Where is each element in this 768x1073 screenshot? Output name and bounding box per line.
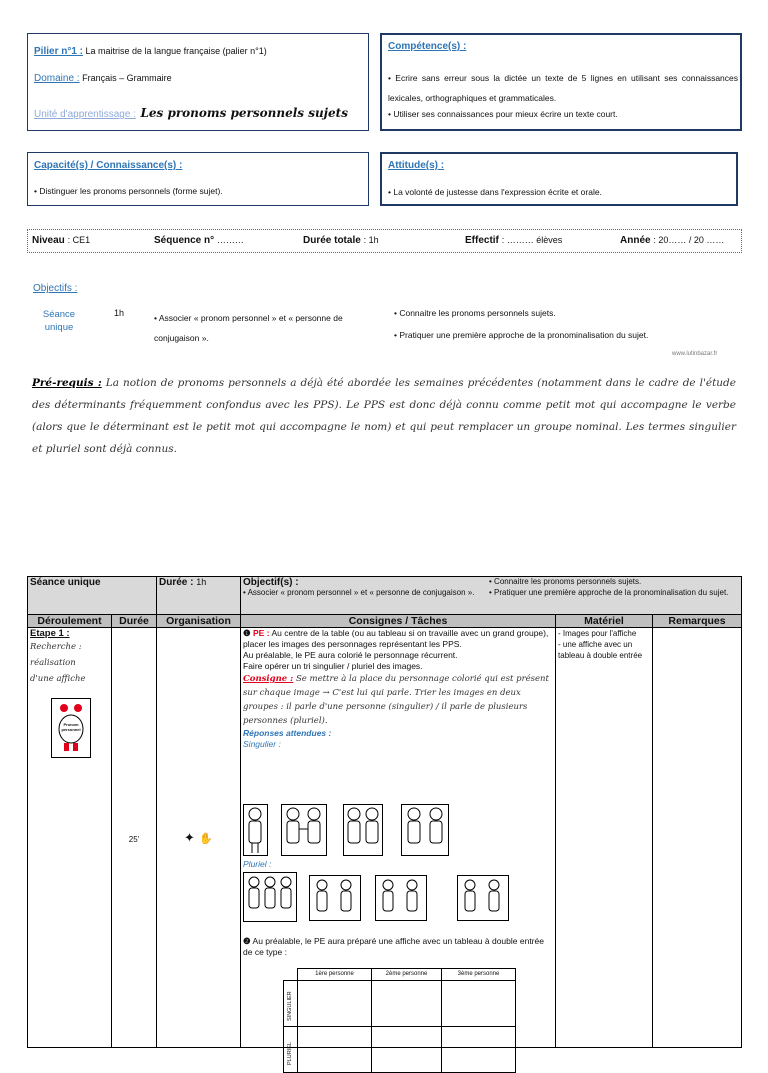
top-obj2: • Connaitre les pronoms personnels sujets. <box>489 577 642 586</box>
header-materiel: Matériel <box>556 615 653 628</box>
singulier-image-2 <box>281 804 327 856</box>
header-consignes: Consignes / Tâches <box>241 615 556 628</box>
materiel-text: - Images pour l'affiche - une affiche avec un tableau à double entrée <box>558 629 643 660</box>
mini-row-pluriel: PLURIEL <box>287 1042 294 1065</box>
objectifs-obj2b: • Pratiquer une première approche de la pronominalisation du sujet. <box>394 330 649 340</box>
pluriel-image-1 <box>243 872 297 922</box>
duree-value-cell: 25' <box>128 834 140 844</box>
pluriel-image-2 <box>309 875 361 921</box>
duree-cell <box>112 628 157 1048</box>
effectif-value: : ……… élèves <box>501 235 563 245</box>
singulier-image-1 <box>243 804 268 856</box>
capacite-title: Capacité(s) / Connaissance(s) : <box>34 160 183 171</box>
objectifs-seance: Séance unique <box>42 309 76 333</box>
consignes-cell <box>241 628 556 1065</box>
competence-item-2: • Utiliser ses connaissances pour mieux écrire un texte court. <box>388 109 618 119</box>
competence-item-1: • Ecrire sans erreur sous la dictée un texte de 5 lignes en utilisant ses connaissances lexicales, orthographiques et grammaticales. <box>388 73 738 103</box>
consigne-label: Consigne : <box>243 674 294 684</box>
watermark: www.lutinbazar.fr <box>672 351 718 357</box>
objectifs-obj1: • Associer « pronom personnel » et « personne de conjugaison ». <box>154 313 343 343</box>
unite-value: Les pronoms personnels sujets <box>140 106 348 120</box>
info-bar <box>27 229 742 253</box>
pilier-box <box>27 33 369 131</box>
remarques-cell <box>653 628 742 1048</box>
hand-raise-icon: ✋ <box>199 832 214 845</box>
mini-header-1: 1ère personne <box>298 969 372 981</box>
sequence-value: ……… <box>216 235 244 245</box>
annee-label: Année <box>620 235 651 246</box>
top-duree-cell <box>157 577 241 615</box>
top-objectif-cell <box>241 577 742 615</box>
organisation-cell <box>157 628 241 1048</box>
top-seance: Séance unique <box>30 577 101 588</box>
objectifs-duree: 1h <box>114 308 125 318</box>
pilier-label: Pilier n°1 : <box>34 46 84 57</box>
singulier-label: Singulier : <box>243 739 281 749</box>
prerequis-text: La notion de pronoms personnels a déjà été abordée les semaines précédentes (notamment dans le cadre de l'étude des déterminants fréquemment confondus avec les PPS). Le PPS est donc déjà connu comme petit mot qui accompagne le verbe (alors que le déterminant est le petit mot qui accompagne le nom) et qui peut remplacer un groupe nominal. Les termes singulier et pluriel sont déjà connus. <box>32 377 736 455</box>
attitude-box <box>380 152 738 206</box>
sequence-label: Séquence n° <box>154 235 215 246</box>
affiche-label: Pronom personnel <box>61 722 81 732</box>
top-seance-cell <box>28 577 157 615</box>
para-3: Faire opérer un tri singulier / pluriel des images. <box>243 661 423 671</box>
singulier-image-3 <box>343 804 383 856</box>
pluriel-label: Pluriel : <box>243 859 272 869</box>
top-duree-label: Durée : <box>159 577 194 588</box>
mini-table <box>283 968 516 1073</box>
pilier-value: La maitrise de la langue française (palier n°1) <box>85 46 267 56</box>
top-obj3: • Pratiquer une première approche de la pronominalisation du sujet. <box>489 588 729 597</box>
objectifs-obj2a: • Connaitre les pronoms personnels sujets. <box>394 308 556 318</box>
pluriel-image-3 <box>375 875 427 921</box>
pluriel-image-4 <box>457 875 509 921</box>
competence-box <box>380 33 742 131</box>
top-duree-value: 1h <box>196 577 207 587</box>
step-2-text: Au préalable, le PE aura préparé une affiche avec un tableau à double entrée de ce type : <box>243 936 544 957</box>
duree-value: : 1h <box>363 235 379 245</box>
para-1: Au centre de la table (ou au tableau si on travaille avec un grand groupe), placer les images des personnages représentant les PPS. <box>243 628 549 649</box>
prerequis-label: Pré-requis : <box>32 377 102 389</box>
header-remarques: Remarques <box>653 615 742 628</box>
deroulement-cell <box>28 628 112 1048</box>
objectifs-title: Objectifs : <box>33 283 78 294</box>
step-1-icon: ❶ <box>243 628 251 638</box>
competence-title: Compétence(s) : <box>388 41 467 52</box>
mini-row-singulier: SINGULIER <box>287 991 294 1021</box>
header-organisation: Organisation <box>157 615 241 628</box>
niveau-label: Niveau <box>32 235 65 246</box>
group-work-icon: ✦ <box>183 829 195 845</box>
etape-title: Etape 1 : <box>30 628 70 639</box>
header-duree: Durée <box>112 615 157 628</box>
step-2-icon: ❷ <box>243 936 251 946</box>
affiche-thumbnail <box>51 698 91 758</box>
reponses-label: Réponses attendues : <box>243 728 332 738</box>
capacite-box <box>27 152 369 206</box>
consigne-text: Se mettre à la place du personnage colorié qui est présent sur chaque image → C'est lui qui parle. Trier les images en deux groupes : il parle d'une personne (singulier) / il parle de plusieurs personnes (pluriel). <box>243 674 549 726</box>
lesson-table <box>27 576 741 1065</box>
attitude-title: Attitude(s) : <box>388 160 445 171</box>
top-obj1: • Associer « pronom personnel » et « personne de conjugaison ». <box>243 588 475 597</box>
top-objectif-label: Objectif(s) : <box>243 577 299 588</box>
niveau-value: : CE1 <box>67 235 91 245</box>
header-deroulement: Déroulement <box>28 615 112 628</box>
domaine-label: Domaine : <box>34 73 80 84</box>
prerequis-paragraph <box>32 372 736 460</box>
capacite-item-1: • Distinguer les pronoms personnels (forme sujet). <box>34 186 223 196</box>
mini-header-2: 2ème personne <box>372 969 442 981</box>
domaine-value: Français – Grammaire <box>82 73 172 83</box>
duree-label: Durée totale <box>303 235 361 246</box>
singulier-image-4 <box>401 804 449 856</box>
materiel-cell <box>556 628 653 1048</box>
unite-label: Unité d'apprentissage : <box>34 109 136 120</box>
effectif-label: Effectif <box>465 235 499 246</box>
para-2: Au préalable, le PE aura colorié le personnage récurrent. <box>243 650 458 660</box>
pe-tag: PE : <box>253 628 270 638</box>
etape-text: Recherche : réalisation d'une affiche <box>30 642 86 684</box>
attitude-item-1: • La volonté de justesse dans l'expression écrite et orale. <box>388 187 602 197</box>
mini-header-3: 3ème personne <box>442 969 516 981</box>
annee-value: : 20…… / 20 …… <box>653 235 725 245</box>
